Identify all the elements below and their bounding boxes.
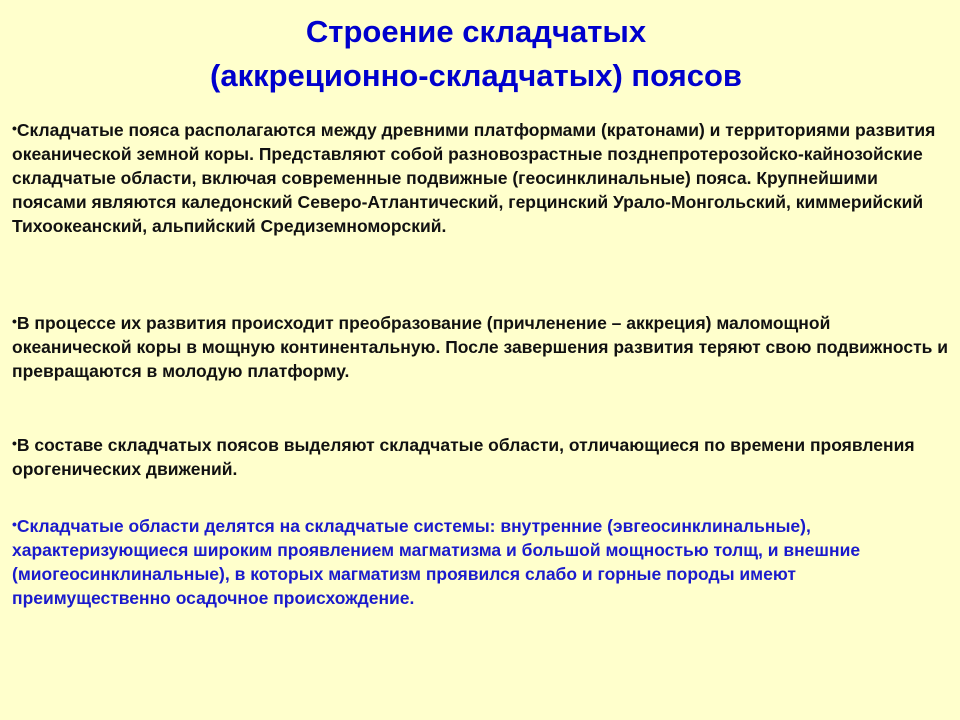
bullet-marker: • [12,516,17,532]
bullet-marker: • [12,120,17,136]
bullet-text: Складчатые пояса располагаются между древними платформами (кратонами) и территориями развития океанической земной коры. Представляют собой разновозрастные позднепротерозойско-кайнозойские складчатые области, включая современные подвижные (геосинклинальные) пояса. Крупнейшими поясами являются каледонский Северо-Атлантический, герцинский Урало-Монгольский, киммерийский Тихоокеанский, альпийский Средиземноморский. [12,120,936,236]
bullet-item-fold-belts-location [12,116,952,238]
bullet-marker: • [12,435,17,451]
bullet-marker: • [12,313,17,329]
bullet-text: В составе складчатых поясов выделяют складчатые области, отличающиеся по времени проявления орогенических движений. [12,435,915,479]
bullet-item-fold-systems [12,512,952,610]
bullet-text: Складчатые области делятся на складчатые системы: внутренние (эвгеосинклинальные), характеризующиеся широким проявлением магматизма и большой мощностью толщ, и внешние (миогеосинклинальные), в которых магматизм проявился слабо и горные породы имеют преимущественно осадочное происхождение. [12,516,861,608]
bullet-item-fold-areas [12,431,952,481]
bullet-item-accretion-process [12,309,952,383]
slide-title-line-2: (аккреционно-складчатых) поясов [210,58,742,93]
bullet-text: В процессе их развития происходит преобразование (причленение – аккреция) маломощной океанической коры в мощную континентальную. После завершения развития теряют свою подвижность и превращаются в молодую платформу. [12,313,949,381]
slide-title [0,10,960,98]
slide-title-line-1: Строение складчатых [305,14,647,49]
